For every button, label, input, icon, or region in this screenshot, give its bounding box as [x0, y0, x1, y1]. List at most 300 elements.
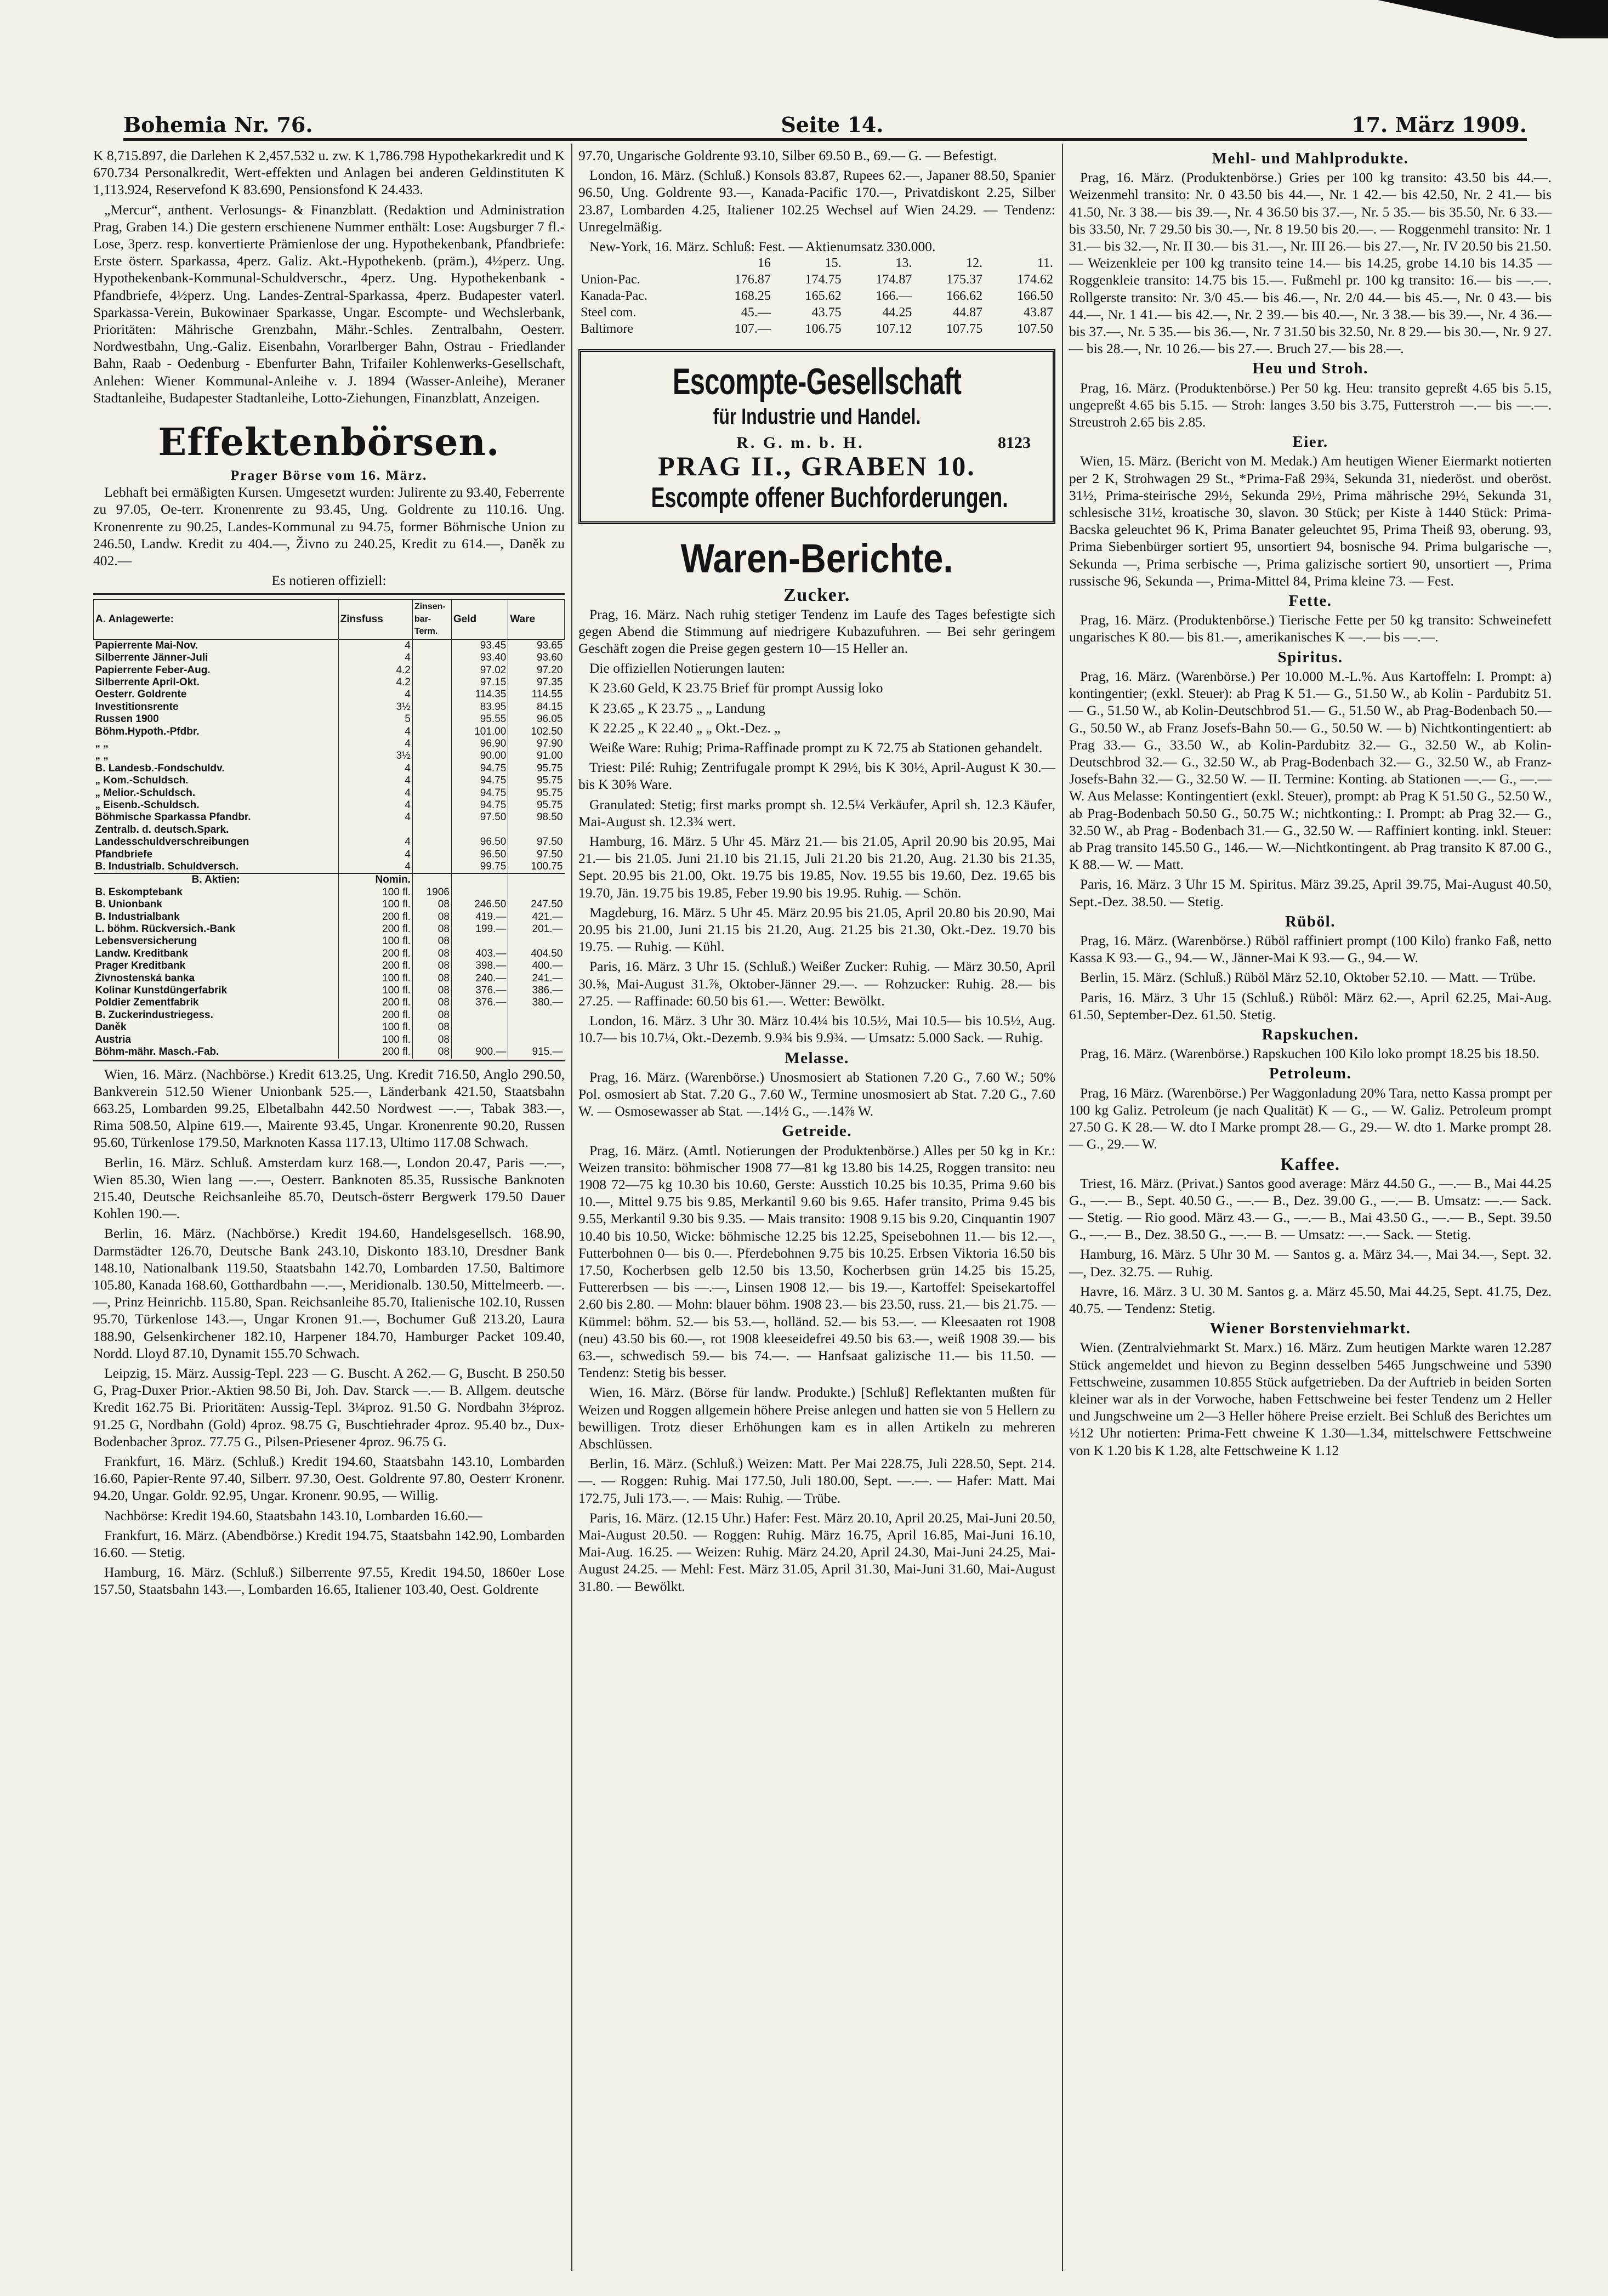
table-row-cell: 4 — [338, 763, 412, 775]
table-row-cell: „ Kom.-Schuldsch. — [95, 775, 189, 787]
rueboel-report: Prag, 16. März. (Warenbörse.) Rüböl raffiniert prompt (100 Kilo) franko Faß, netto Kassa K 93.— G., 94.— W., Jänner-Mai K 93.— G., 94.— W. — [1069, 932, 1552, 966]
table-row-cell: Daněk — [95, 1021, 127, 1033]
eier-title: Eier. — [1292, 433, 1328, 451]
table-row-cell: 08 — [412, 899, 451, 911]
table-row-cell: 1906 — [412, 886, 451, 899]
table-cell: 165.62 — [805, 289, 842, 304]
table-cell: 13. — [895, 256, 912, 271]
table-row-cell: 100 fl. — [338, 973, 412, 985]
table-row-cell: 97.90 — [508, 738, 565, 750]
column-3 — [1069, 147, 1552, 1462]
table-cell: 43.75 — [811, 305, 842, 320]
report-paragraph: Weiße Ware: Ruhig; Prima-Raffinade prompt zu K 72.75 ab Stationen gehandelt. — [589, 740, 1043, 756]
table-row-cell — [412, 849, 451, 861]
table-row-cell: Silberrente April-Okt. — [95, 676, 200, 688]
ad-service: Escompte offener Buchforderungen. — [651, 482, 1008, 514]
frankfurt-abendboerse: Frankfurt, 16. März. (Abendbörse.) Kredit 194.75, Staatsbahn 142.90, Lombarden 16.60. — Stetig. — [93, 1527, 565, 1560]
column-divider-2 — [1062, 144, 1063, 2271]
table-row-cell: 403.— — [451, 948, 508, 960]
table-row-cell — [412, 677, 451, 689]
empty-cell — [451, 873, 508, 886]
table-row-cell: 96.50 — [451, 849, 508, 861]
scan-corner-shadow — [1378, 0, 1608, 38]
table-row — [578, 321, 1055, 337]
table-row-cell: 114.55 — [508, 689, 565, 701]
table-row-cell — [412, 763, 451, 775]
table-row-cell — [412, 750, 451, 762]
table-row-cell: Landw. Kreditbank — [95, 947, 188, 959]
borsten-report: Wien. (Zentralviehmarkt St. Marx.) 16. März. Zum heutigen Markte waren 12.287 Stück angemeldet und hievon zu Beginn desselben 5465 Jungschweine und 5390 Fettschweine, zusammen 10.855 Stück aufgetrieben. Da der Auftrieb in beiden Sorten kleiner war als in der Vorwoche, haben Fettschweine bei fester Tendenz um 2 Heller und Jungschweine um 2—3 Heller höhere Preise erzielt. Bei Schluß des Berichtes um ½12 Uhr notierten: Prima-Fett chweine K 1.30—1.34, mittelschwere Fettschweine von K 1.20 bis K 1.28, alte Fettschweine K 1.12 — [1069, 1339, 1552, 1458]
report-paragraph: Paris, 16. März. (12.15 Uhr.) Hafer: Fest. März 20.10, April 20.25, Mai-Juni 20.50, Mai-August 20.50. — Roggen: Ruhig. März 16.75, April 16.85, Mai-Juni 16.10, Mai-Aug. 16.25. — Weizen: Ruhig. März 24.20, April 24.30, Mai-Juni 24.25, Mai-August 24.25. — Mehl: Fest. März 31.05, April 31.30, Mai-Juni 31.60, Mai-August 31.80. — Bewölkt. — [578, 1509, 1055, 1594]
table-row-cell: B. Landesb.-Fondschuldv. — [95, 762, 225, 774]
table-cell: 166.— — [876, 289, 912, 304]
report-paragraph: Magdeburg, 16. März. 5 Uhr 45. März 20.95 bis 21.05, April 20.80 bis 20.90, Mai 20.95 bis 21.00, Juni 21.15 bis 21.20, Aug. 21.25 bis 21.30, Okt.-Dez. 19.70 bis 19.75. — Ruhig. — Kühl. — [578, 904, 1055, 955]
table-row-cell: 96.90 — [451, 738, 508, 750]
table-row-cell: B. Eskomptebank — [95, 886, 183, 898]
table-row-cell — [412, 689, 451, 701]
th-geld: Geld — [451, 600, 508, 639]
berlin-nachboerse: Berlin, 16. März. (Nachbörse.) Kredit 194.60, Handelsgesellsch. 168.90, Darmstädter 126.70, Deutsche Bank 243.10, Diskonto 183.10, Dresdner Bank 148.10, Nationalbank 119.50, Staatsbahn 142.70, Lombarden 17.50, Baltimore 105.80, Kanada 168.60, Gotthardbahn —.—, Meridionalb. 130.50, Mittelmeerb. —.—, Prinz Heinrichb. 115.80, Span. Reichsanleihe 85.70, Italienische 102.10, Russen 95.70, Türkenlose 143.—, Ungar Kronen 91.—, Bochumer Guß 213.20, Laura 188.90, Gelsenkirchener 182.10, Harpener 184.70, Hamburger Packet 109.40, Nordd. Lloyd 87.10, Dynamit 155.70 Schwach. — [93, 1225, 565, 1361]
table-row — [94, 849, 565, 861]
report-paragraph: K 23.65 „ K 23.75 „ „ Landung — [589, 700, 765, 716]
table-row — [94, 985, 565, 997]
table-row — [94, 923, 565, 935]
table-row-cell: 200 fl. — [338, 911, 412, 923]
table-row-cell: 100 fl. — [338, 985, 412, 997]
table-row-cell — [508, 935, 565, 947]
table-row-cell: Landesschuldverschreibungen — [95, 836, 249, 848]
table-row-cell — [451, 935, 508, 947]
fette-title: Fette. — [1288, 592, 1332, 610]
table-row-cell: 100 fl. — [338, 1021, 412, 1033]
table-row-cell: Zentralb. d. deutsch.Spark. — [95, 823, 229, 836]
table-row-cell: 241.— — [508, 973, 565, 985]
table-row-cell: 93.60 — [508, 652, 565, 664]
table-row — [94, 811, 565, 823]
table-cell: 12. — [966, 256, 983, 271]
prag-boerse-text: Lebhaft bei ermäßigten Kursen. Umgesetzt wurden: Julirente zu 93.40, Feberrente zu 97.05, Oe-terr. Kronenrente zu 93.45, Ung. Goldrente zu 110.16. Ung. Kronenrente zu 90.25, Landes-Kommunal zu 94.75, former Böhmische Union zu 246.50, Landw. Kredit zu 404.—, Živno zu 240.25, Kredit zu 614.—, Daněk zu 402.— — [93, 484, 565, 569]
table-row-cell: Böhmische Sparkassa Pfandbr. — [95, 811, 251, 823]
ad-phone-number: 8123 — [998, 434, 1031, 452]
table-row-cell — [451, 1021, 508, 1033]
table-row-cell: Lebensversicherung — [95, 935, 197, 947]
table-row-cell: Živnostenská banka — [95, 972, 195, 984]
kaffee-havre: Havre, 16. März. 3 U. 30 M. Santos g. a. März 45.50, Mai 44.25, Sept. 41.75, Dez. 40.75. — Tendenz: Stetig. — [1069, 1283, 1552, 1316]
table-row-cell: Papierrente Feber-Aug. — [95, 664, 211, 676]
table-row-cell: 419.— — [451, 911, 508, 923]
spiritus-title: Spiritus. — [1277, 648, 1343, 666]
header-date: 17. März 1909. — [1351, 112, 1527, 137]
table-cell: 175.37 — [946, 272, 983, 287]
table-row-cell: 95.75 — [508, 787, 565, 799]
table-row-cell: 4 — [338, 861, 412, 873]
ad-legal-line — [603, 434, 1031, 451]
table-row-cell: 404.50 — [508, 948, 565, 960]
table-row-cell: 08 — [412, 1021, 451, 1033]
table-row-cell: 08 — [412, 985, 451, 997]
table-row-cell: 08 — [412, 923, 451, 935]
table-row-cell: 100 fl. — [338, 886, 412, 899]
table-row-cell: Böhm.Hypoth.-Pfdbr. — [95, 725, 200, 737]
table-row-cell: „ Melior.-Schuldsch. — [95, 787, 196, 799]
table-row — [94, 997, 565, 1009]
table-row-cell: 915.— — [508, 1046, 565, 1058]
table-row — [578, 271, 1055, 288]
table-row-cell: 96.05 — [508, 713, 565, 725]
table-row-cell — [508, 886, 565, 899]
table-row — [94, 960, 565, 972]
raps-title: Rapskuchen. — [1262, 1025, 1359, 1043]
table-row-cell: 240.— — [451, 973, 508, 985]
table-row-cell: 4 — [338, 836, 412, 848]
heu-title: Heu und Stroh. — [1252, 360, 1368, 378]
table-row-cell: „ Eisenb.-Schuldsch. — [95, 799, 200, 811]
table-row-cell: 4 — [338, 652, 412, 664]
table-row-cell: 99.75 — [451, 861, 508, 873]
table-row-cell — [412, 799, 451, 811]
petroleum-report: Prag, 16 März. (Warenbörse.) Per Waggonladung 20% Tara, netto Kassa prompt per 100 kg Galiz. Petroleum (je nach Qualität) K — G., — W. Galiz. Petroleum prompt 27.50 G. K 28.— W. dto I Marke prompt 28.— G., 29.— W. dto 1. Marke prompt 28.— G., 29.— W. — [1069, 1084, 1552, 1152]
table-row-cell: 08 — [412, 973, 451, 985]
table-row-cell: 94.75 — [451, 775, 508, 787]
newyork-report: New-York, 16. März. Schluß: Fest. — Aktienumsatz 330.000. — [589, 238, 936, 255]
table-row-cell — [412, 824, 451, 836]
header-publication: Bohemia Nr. 76. — [123, 112, 313, 137]
section-title-effektenboersen: Effektenbörsen. — [158, 420, 500, 465]
table-cell: 43.87 — [1024, 305, 1053, 320]
table-row-cell: Silberrente Jänner-Juli — [95, 652, 208, 664]
table-row-cell: 08 — [412, 997, 451, 1009]
table-cell: 16 — [757, 256, 771, 271]
section-title-waren-berichte: Waren-Berichte. — [680, 536, 953, 582]
table-row-cell: 4 — [338, 811, 412, 823]
table-row-cell: 4 — [338, 726, 412, 738]
eier-report: Wien, 15. März. (Bericht von M. Medak.) Am heutigen Wiener Eiermarkt notierten per 2 K, Strohwagen 29 St., *Prima-Faß 29¾, Sekunda 31, niederöst. und oberöst. 31½, Prima-steirische 29½, Sekunda 29½, Prima mährische 29½, Sekunda 31, schlesische 31½, kroatische 30, slavon. 30 Stück; per Kiste à 1440 Stück: Prima-Bacska geleuchtet 96 K, Prima Banater geleuchtet 95, Prima Theiß 93, oberung. 93, Prima Siebenbürger sortiert 95, unsortiert 94, bosnische 94. Prima bulgarische —, Sekunda —, Prima serbische —, Prima galizische sortiert 90, unsortiert —, Prima russische 96, Sekunda —, Prima-Mittel 84, Prima kleine 73. — Fest. — [1069, 453, 1552, 589]
table-row — [94, 911, 565, 923]
table-row-cell: 95.75 — [508, 763, 565, 775]
th-zinsen-term: Zinsen-bar-Term. — [412, 600, 451, 639]
table-row-cell: 93.45 — [451, 639, 508, 652]
table-row-cell — [412, 836, 451, 848]
table-row — [94, 713, 565, 725]
rueboel-title: Rüböl. — [1285, 912, 1336, 930]
table-cell: 174.87 — [876, 272, 912, 287]
table-row-cell — [412, 811, 451, 823]
table-row-cell: 97.35 — [508, 677, 565, 689]
report-paragraph: Berlin, 16. März. (Schluß.) Weizen: Matt. Per Mai 228.75, Juli 228.50, Sept. 214.—. — Roggen: Ruhig. Mai 177.50, Juli 180.00, Sept. —.—. — Hafer: Matt. Mai 172.75, Juli 173.—. — Mais: Ruhig. — Trübe. — [578, 1456, 1055, 1506]
table-row-cell: 08 — [412, 960, 451, 972]
petroleum-title: Petroleum. — [1269, 1065, 1352, 1083]
table-row-cell: „ „ — [95, 750, 109, 762]
intro-paragraph-2: „Mercur“, anthent. Verlosungs- & Finanzblatt. (Redaktion und Administration Prag, Graben 14.) Die gestern erschienene Nummer enthält: Lose: Augsburger 7 fl.-Lose, 3perz. resp. konvertierte Prämienlose der ung. Hypothekenbank, Pfandbriefe: Erste österr. Sparkassa, 4perz. Galiz. Akt.-Hypothekenb. (präm.), 4½perz. Ung. Hypothekenbank-Kommunal-Schuldverschr., 4perz. Ung. Hypothekenbank - Pfandbriefe, 4½perz. Ung. Landes-Zentral-Sparkassa, 4perz. Budapester vaterl. Sparkassa-Verein, Bukowinaer Sparkasse, Ungar. Escompte- und Wechslerbank, Prioritäten: Mährische Grenzbahn, Mähr.-Schles. Zentralbahn, Oesterr. Nordwestbahn, Ung.-Galiz. Eisenbahn, Vorarlberger Bahn, Ostrau - Friedlander Bahn, Raab - Oedenburg - Ebenfurter Bahn, Trifailer Kohlenwerks-Gesellschaft, Anlehen: Wiener Kommunal-Anleihe v. J. 1894 (Wasser-Anleihe), Meraner Stadtanleihe, Budapester Stadtanleihe, Lotto-Ziehungen, Finanzblatt, Anzeigen. — [93, 201, 565, 406]
table-row-cell: 98.50 — [508, 811, 565, 823]
table-row-cell: 83.95 — [451, 701, 508, 713]
kaffee-triest: Triest, 16. März. (Privat.) Santos good average: März 44.50 G., —.— B., Mai 44.25 G., —.— B., Sept. 40.50 G., —.— B., Dez. 39.00 G., —.— B. Umsatz: —.— Sack. — Stetig. — Rio good. März 43.— G., —.— B., Mai 43.50 G., —.— B., Sept. 39.50 G., —.— B., Dez. 38.50 G., —.— B. — Umsatz: —.— Sack. — Stetig. — [1069, 1175, 1552, 1243]
table-row-cell: 08 — [412, 911, 451, 923]
table-row — [94, 763, 565, 775]
aktien-label: B. Aktien: — [191, 874, 240, 886]
table-row-cell — [412, 664, 451, 677]
table-row-cell: 200 fl. — [338, 1046, 412, 1058]
table-row — [94, 935, 565, 947]
paris-spiritus: Paris, 16. März. 3 Uhr 15 M. Spiritus. März 39.25, April 39.75, Mai-August 40.50, Sept.-Dez. 38.50. — Stetig. — [1069, 876, 1552, 910]
nomin-label: Nomin. — [338, 873, 412, 886]
table-row-cell: 398.— — [451, 960, 508, 972]
table-row-cell: 97.50 — [508, 836, 565, 848]
table-row-cell: B. Zuckerindustriegess. — [95, 1009, 213, 1021]
table-cell: 107.50 — [1017, 322, 1053, 337]
table-row-cell: 4 — [338, 849, 412, 861]
table-cell: 107.75 — [946, 322, 983, 337]
table-row-cell: 201.— — [508, 923, 565, 935]
table-row-cell — [451, 886, 508, 899]
report-paragraph: K 22.25 „ K 22.40 „ „ Okt.-Dez. „ — [589, 719, 781, 736]
table-row — [94, 1046, 565, 1058]
table-row-cell: 199.— — [451, 923, 508, 935]
berlin-schluss: Berlin, 16. März. Schluß. Amsterdam kurz 168.—, London 20.47, Paris —.—, Wien 85.30, Wien lang —.—, Oesterr. Banknoten 85.35, Russische Banknoten 215.40, Deutsche Reichsanleihe 85.70, Deutsch-österr Bergwerk 179.50 Dauer Kohlen 190.—. — [93, 1154, 565, 1222]
table-row — [578, 304, 1055, 321]
hamburg-continuation: 97.70, Ungarische Goldrente 93.10, Silber 69.50 B., 69.— G. — Befestigt. — [578, 147, 997, 163]
table-row-cell: 101.00 — [451, 726, 508, 738]
table-row-cell: 95.55 — [451, 713, 508, 725]
spiritus-report: Prag, 16. März. (Warenbörse.) Per 10.000 M.-L.%. Aus Kartoffeln: I. Prompt: a) kontingentier; (exkl. Steuer): ab Prag K 51.— G., 51.50 W., ab Kolin - Pardubitz 51.— G., 51.50 W., ab Kolin-Deutschbrod 51.— G., 51.50 W., ab Prag-Bodenbach 50.— G., 50.50 W., ab Franz Josefs-Bahn 50.— G., 50.50 W. — b) Nichtkontingentiert: ab Prag 33.— G., 33.50 W., ab Kolin-Pardubitz 32.— G., 32.50 W., ab Kolin-Deutschbrod 32.— G., 32.50 W., ab Prag-Bodenbach 32.— G., 32.50 W., ab Franz-Josefs-Bahn 32.— G., 32.50 W. — II. Termine: Konting. ab Stationen —.— G., —.— W. Aus Melasse: Kontingentiert (exkl. Steuer), prompt: ab Prag K 51.50 G., 52.50 W., ab Prag-Bodenbach 50.50 G., 50.75 W.; nichtkonting.: I. Prompt: ab Prag 32.— G., 32.50 W., ab Prag - Bodenbach 31.— G., 32.50 W. — Raffiniert konting. inkl. Steuer: ab Prag transito 145.50 G., 146.— W.—Nichtkontingent. ab Prag transito K 87.00 G., K 88.— W. — Matt. — [1069, 668, 1552, 873]
table-row — [94, 750, 565, 762]
table-cell: 166.50 — [1017, 289, 1053, 304]
table-cell: 174.62 — [1017, 272, 1053, 287]
table-row-cell: 96.50 — [451, 836, 508, 848]
table-row — [94, 973, 565, 985]
report-paragraph: Hamburg, 16. März. 5 Uhr 45. März 21.— bis 21.05, April 20.90 bis 20.95, Mai 21.— bis 21.05. Juni 21.10 bis 21.15, Juli 21.20 bis 21.20, Aug. 21.30 bis 21.35, Sept. 20.95 bis 21.00, Okt. 19.75 bis 19.85, Nov. 19.55 bis 19.60, Dez. 19.65 bis 19.70, Jän. 19.75 bis 19.85, Feber 19.90 bis 19.95. Ruhig. — Schön. — [578, 833, 1055, 901]
table-row-cell — [451, 1009, 508, 1021]
report-paragraph: Triest: Pilé: Ruhig; Zentrifugale prompt K 29½, bis K 30½, April-August K 30.— bis K 30⅝ Ware. — [578, 759, 1055, 793]
table-row-cell: 247.50 — [508, 899, 565, 911]
table-cell: 107.12 — [876, 322, 912, 337]
header-rule — [123, 138, 1527, 141]
report-paragraph: Paris, 16. März. 3 Uhr 15. (Schluß.) Weißer Zucker: Ruhig. — März 30.50, April 30.⅝, Mai-August 31.⅞, Oktober-Jänner 29.—. — Rohzucker: Ruhig. 28.— bis 27.25. — Raffinade: 60.50 bis 61.—. Wetter: Bewölkt. — [578, 958, 1055, 1009]
kaffee-title: Kaffee. — [1280, 1154, 1340, 1174]
table-cell: Kanada-Pac. — [581, 289, 647, 304]
quotes-table — [93, 599, 565, 1058]
table-row-cell: 08 — [412, 1034, 451, 1046]
table-row-cell — [412, 787, 451, 799]
intro-paragraph-1: K 8,715.897, die Darlehen K 2,457.532 u. zw. K 1,786.798 Hypothekarkredit und K 670.734 Personalkredit, Wert-effekten und Anlagen bei anderen Geldinstituten K 1,113.924, Reservefond K 83.690, Pensionsfond K 24.433. — [93, 147, 565, 198]
kaffee-hamburg: Hamburg, 16. März. 5 Uhr 30 M. — Santos g. a. März 34.—, Mai 34.—, Sept. 32.—, Dez. 32.75. — Ruhig. — [1069, 1246, 1552, 1280]
frankfurt-nachboerse: Nachbörse: Kredit 194.60, Staatsbahn 143.10, Lombarden 16.60.— — [104, 1507, 482, 1524]
table-row-cell: Böhm-mähr. Masch.-Fab. — [95, 1046, 219, 1058]
column-1 — [93, 147, 565, 1601]
table-row — [94, 689, 565, 701]
table-row-cell: 08 — [412, 1046, 451, 1058]
table-row-cell: 246.50 — [451, 899, 508, 911]
table-row — [94, 799, 565, 811]
table-row-cell — [508, 1021, 565, 1033]
table-row — [94, 861, 565, 873]
table-row-cell: 100 fl. — [338, 935, 412, 947]
table-row-cell: 200 fl. — [338, 1009, 412, 1021]
zucker-title: Zucker. — [783, 585, 850, 606]
getreide-reports — [578, 1142, 1055, 1595]
hamburg-schluss: Hamburg, 16. März. (Schluß.) Silberrente 97.55, Kredit 194.50, 1860er Lose 157.50, Staatsbahn 143.—, Lombarden 16.65, Italiener 103.40, Oest. Goldrente — [93, 1564, 565, 1598]
table-row-cell: 94.75 — [451, 799, 508, 811]
header-page-number: Seite 14. — [781, 112, 884, 137]
table-row-cell — [412, 738, 451, 750]
table-row-cell — [412, 652, 451, 664]
table-row-cell: 84.15 — [508, 701, 565, 713]
table-row-cell: 114.35 — [451, 689, 508, 701]
melasse-title: Melasse. — [785, 1049, 849, 1067]
mehl-report: Prag, 16. März. (Produktenbörse.) Gries per 100 kg transito: 43.50 bis 44.—. Weizenmehl transito: Nr. 0 43.50 bis 44.—, Nr. 1 42.— bis 42.50, Nr. 2 41.— bis 41.50, Nr. 3 38.— bis 39.—, Nr. 4 36.50 bis 37.—, Nr. 5 35.— bis 35.50, Nr. 6 33.— bis 33.50, Nr. 7 29.50 bis 30.—, Nr. 8 19.50 bis 20.—. — Roggenmehl transito: Nr. 1 31.— bis 32.—, Nr. II 30.— bis 31.—, Nr. III 26.— bis 27.—, Nr. IV 20.50 bis 21.50. — Weizenkleie per 100 kg transito teine 14.— bis 14.25, grobe 14.10 bis 14.35 — Roggenkleie transito: 14.75 bis 15.—. Fußmehl pr. 100 kg transito: 16.— bis —.—. Rollgerste transito: Nr. 3/0 45.— bis 46.—, Nr. 2/0 44.— bis 45.—, Nr. 0 43.— bis 44.—, Nr. 1 41.— bis 42.—, Nr. 2 39.— bis 40.—, Nr. 3 38.— bis 39.—, Nr. 4 36.— bis 37.—, Nr. 5 35.— bis 36.—, Nr. 7 31.50 bis 32.50, Nr. 8 29.— bis 30.—, Nr. 9 27.— bis 28.—, Nr. 10 26.— bis 27.—. Bruch 27.— bis 28.—. — [1069, 169, 1552, 357]
table-cell: 106.75 — [805, 322, 842, 337]
fette-report: Prag, 16. März. (Produktenbörse.) Tierische Fette per 50 kg transito: Schweinefett ungarisches K 80.— bis 81.—, amerikanisches K —.— bis —.—. — [1069, 612, 1552, 645]
table-row-cell: 94.75 — [451, 763, 508, 775]
table-cell: 44.87 — [953, 305, 983, 320]
table-row-cell: 08 — [412, 948, 451, 960]
ad-legal-form: R. G. m. b. H. — [736, 434, 865, 452]
table-row-cell: Poldier Zementfabrik — [95, 997, 199, 1009]
table-cell: 168.25 — [734, 289, 771, 304]
table-row-cell: 5 — [338, 713, 412, 725]
empty-cell — [412, 873, 451, 886]
table-cell: 45.— — [741, 305, 771, 320]
table-row-cell: 3½ — [338, 701, 412, 713]
table-row — [94, 701, 565, 713]
table-row-cell: 4 — [338, 639, 412, 652]
table-row-cell: 200 fl. — [338, 948, 412, 960]
table-row — [94, 886, 565, 899]
getreide-title: Getreide. — [781, 1122, 853, 1140]
table-row-cell: 97.50 — [508, 849, 565, 861]
table-row-cell — [412, 861, 451, 873]
report-paragraph: Prag, 16. März. Nach ruhig stetiger Tendenz im Laufe des Tages befestigte sich gegen Abend die Stimmung auf niedrigere Kubazufuhren. — Bei sehr geringem Geschäft zogen die Preise gegen gestern 10—15 Heller an. — [578, 606, 1055, 657]
table-cell: 11. — [1037, 256, 1053, 271]
ad-address: PRAG II., GRABEN 10. — [658, 451, 976, 482]
table-row — [94, 775, 565, 787]
table-row-cell — [412, 713, 451, 725]
table-row-cell: 400.— — [508, 960, 565, 972]
table-row-cell: 93.40 — [451, 652, 508, 664]
table-row — [94, 639, 565, 652]
borsten-title: Wiener Borstenviehmarkt. — [1209, 1320, 1411, 1338]
prag-boerse-title: Prager Börse vom 16. März. — [230, 467, 428, 484]
table-row-cell: 94.75 — [451, 787, 508, 799]
table-cell: 176.87 — [734, 272, 771, 287]
table-row-cell: 93.65 — [508, 639, 565, 652]
table-row-cell: 97.20 — [508, 664, 565, 677]
th-zinsfuss: Zinsfuss — [338, 600, 412, 639]
table-row-cell — [451, 824, 508, 836]
melasse-report: Prag, 16. März. (Warenbörse.) Unosmosiert ab Stationen 7.20 G., 7.60 W.; 50% Pol. osmosiert ab Stat. 7.20 G., 7.60 W., Termine unosmosiert ab Stat. 7.20 G., 7.60 W. — Osmosewasser ab Stat. —.14½ G., —.14⅞ W. — [578, 1069, 1055, 1119]
table-row-cell: 4.2 — [338, 677, 412, 689]
mehl-title: Mehl- und Mahlprodukte. — [1212, 150, 1409, 167]
column-divider-1 — [571, 144, 572, 2271]
table-cell: 15. — [825, 256, 842, 271]
table-row-cell: Prager Kreditbank — [95, 960, 186, 972]
table-row-cell: B. Unionbank — [95, 899, 162, 911]
zucker-reports — [578, 606, 1055, 1047]
table-row-cell: 91.00 — [508, 750, 565, 762]
table-row-cell: 4 — [338, 738, 412, 750]
table-cell: 107.— — [734, 322, 771, 337]
table-cell: Union-Pac. — [581, 272, 640, 287]
berlin-rueboel: Berlin, 15. März. (Schluß.) Rüböl März 52.10, Oktober 52.10. — Matt. — Trübe. — [1080, 969, 1536, 986]
table-row-cell: Oesterr. Goldrente — [95, 689, 187, 701]
table-row-cell: 97.50 — [451, 811, 508, 823]
table-cell: Steel com. — [581, 305, 637, 320]
report-paragraph: London, 16. März. 3 Uhr 30. März 10.4¼ bis 10.5½, Mai 10.5— bis 10.5½, Aug. 10.7— bis 10.7¼, Okt.-Dezemb. 9.9¾ bis 9.9¾. — Umsatz: 5.000 Sack. — Ruhig. — [578, 1013, 1055, 1046]
table-row — [94, 664, 565, 677]
escompte-advertisement — [578, 349, 1055, 524]
anlagewerte-rows — [94, 639, 565, 873]
table-row — [94, 738, 565, 750]
table-row-cell: 200 fl. — [338, 960, 412, 972]
table-row — [94, 1009, 565, 1021]
table-row-cell: 3½ — [338, 750, 412, 762]
table-row-cell: Russen 1900 — [95, 713, 159, 725]
table-row-cell — [508, 1009, 565, 1021]
table-cell — [578, 255, 702, 271]
table-row-cell — [508, 824, 565, 836]
leipzig-report: Leipzig, 15. März. Aussig-Tepl. 223 — G. Buscht. A 262.— G, Buscht. B 250.50 G, Prag-Duxer Prior.-Aktien 98.50 Bi, Joh. Dav. Starck —.— B. Allgem. deutsche Kredit 162.75 Bi. Prioritäten: Aussig-Tepl. 3¼proz. 91.50 G. Nordbahn 3½proz. 91.25 G, Nordbahn (Gold) 4proz. 98.75 G, Buschtiehrader 4proz. 95.40 bz., Dux-Bodenbacher 3proz. 77.75 G., Pilsen-Priesener 4proz. 96.75 G. — [93, 1365, 565, 1450]
table-row — [94, 948, 565, 960]
th-ware: Ware — [508, 600, 565, 639]
ad-company-subtitle: für Industrie und Handel. — [713, 405, 921, 429]
heu-report: Prag, 16. März. (Produktenbörse.) Per 50 kg. Heu: transito gepreßt 4.65 bis 5.15, ungepreßt 4.65 bis 5.15. — Stroh: langes 3.50 bis 3.75, Futterstroh —.— bis —.—. Streustroh 2.65 bis 2.85. — [1069, 379, 1552, 430]
page-header — [123, 99, 1527, 137]
table-cell: 174.75 — [805, 272, 842, 287]
table-cell: 166.62 — [946, 289, 983, 304]
table-row-cell: 200 fl. — [338, 923, 412, 935]
table-row-cell: 08 — [412, 935, 451, 947]
table-row-cell: 4.2 — [338, 664, 412, 677]
table-row-cell — [412, 701, 451, 713]
table-cell: Baltimore — [581, 322, 633, 337]
table-top-rule — [93, 593, 565, 595]
table-row-cell: 97.15 — [451, 677, 508, 689]
table-row-cell: 4 — [338, 799, 412, 811]
report-paragraph: Die offiziellen Notierungen lauten: — [589, 660, 786, 677]
table-row-cell — [508, 1034, 565, 1046]
table-row — [94, 652, 565, 664]
table-cell: 44.25 — [882, 305, 912, 320]
aktien-header-row — [94, 873, 565, 886]
table-row-cell: 102.50 — [508, 726, 565, 738]
ad-company-name: Escompte-Gesellschaft — [672, 361, 962, 403]
newyork-table — [578, 255, 1055, 337]
table-row-cell: B. Industrialbank — [95, 911, 180, 923]
table-row — [94, 787, 565, 799]
table-row — [94, 836, 565, 848]
table-row-cell: 100 fl. — [338, 1034, 412, 1046]
table-row-cell: Austria — [95, 1033, 131, 1045]
table-row-cell: 900.— — [451, 1046, 508, 1058]
table-row-cell: 4 — [338, 775, 412, 787]
report-paragraph: Granulated: Stetig; first marks prompt sh. 12.5¼ Verkäufer, April sh. 12.3 Käufer, Mai-August sh. 12.3¾ wert. — [578, 796, 1055, 829]
table-row-cell: 97.02 — [451, 664, 508, 677]
table-row-cell: 08 — [412, 1009, 451, 1021]
table-row-cell: 4 — [338, 787, 412, 799]
table-row — [578, 255, 1055, 271]
table-bottom-rule — [93, 1060, 565, 1061]
report-paragraph: Prag, 16. März. (Amtl. Notierungen der Produktenbörse.) Alles per 50 kg in Kr.: Weizen transito: böhmischer 1908 77—81 kg 13.80 bis 14.25, Roggen transito: neu 1908 72—75 kg 10.30 bis 10.60, Gerste: Ausstich 10.25 bis 10.35, Prima 9.60 bis 10.—, Mittel 9.75 bis 9.85, Merkantil 9.60 bis 9.65. Hafer transito, Prima 9.45 bis 9.55, Merkantil 9.30 bis 9.35. — Mais transito: 1908 9.15 bis 9.20, Cinquantin 1907 10.40 bis 10.50, Wicke: böhmische 12.25 bis 12.25, Speisebohnen 11.— bis 12.—, Futterbohnen 0— bis 0.—. Pferdebohnen 9.75 bis 10.25. Erbsen Viktoria 16.50 bis 17.50, Kocherbsen gelb 12.50 bis 13.50, Kocherbsen grün 14.25 bis 15.25, Futtererbsen — bis —.—, Linsen 1908 12.— bis 19.—, Kartoffel: Speisekartoffel 2.60 bis 2.80. — Mohn: blauer böhm. 1908 23.— bis 23.50, russ. 21.— bis 21.75. — Kümmel: böhm. 52.— bis 53.—, holländ. 52.— bis 53.—. — Kleesaaten rot 1908 (neu) 43.50 bis 60.—, rot 1908 kleeseidefrei 49.50 bis 63.—, weiß 1908 39.— bis 63.—, schwedisch 59.— bis 74.—. — Hanfsaat galizische 11.— bis 11.50. — Tendenz: Stetig bis besser. — [578, 1142, 1055, 1381]
table-row-cell: Papierrente Mai-Nov. — [95, 639, 198, 651]
th-anlagewerte: A. Anlagewerte: — [94, 600, 339, 639]
table-row-cell: 380.— — [508, 997, 565, 1009]
table-row-cell: 95.75 — [508, 775, 565, 787]
wien-nachboerse: Wien, 16. März. (Nachbörse.) Kredit 613.25, Ung. Kredit 716.50, Anglo 290.50, Bankverein 512.50 Wiener Unionbank 525.—, Länderbank 421.50, Staatsbahn 663.25, Lombarden 99.25, Elbetalbahn 442.50 Nordwest —.—, Tabak 383.—, Rima 508.50, Alpine 619.—, Mairente 93.45, Ungar. Kronenrente 90.20, Russen 95.60, Türkenlose 179.50, Marknoten Kassa 117.13, Ultimo 117.08 Schwach. — [93, 1066, 565, 1151]
raps-report: Prag, 16. März. (Warenbörse.) Rapskuchen 100 Kilo loko prompt 18.25 bis 18.50. — [1080, 1045, 1539, 1062]
frankfurt-schluss: Frankfurt, 16. März. (Schluß.) Kredit 194.60, Staatsbahn 143.10, Lombarden 16.60, Papier-Rente 97.40, Silberr. 97.30, Oest. Goldrente 97.80, Oesterr Kronenr. 94.20, Ungar. Goldr. 92.95, Ungar. Kronenr. 90.95, — Willig. — [93, 1453, 565, 1504]
empty-cell — [508, 873, 565, 886]
table-row — [578, 288, 1055, 304]
